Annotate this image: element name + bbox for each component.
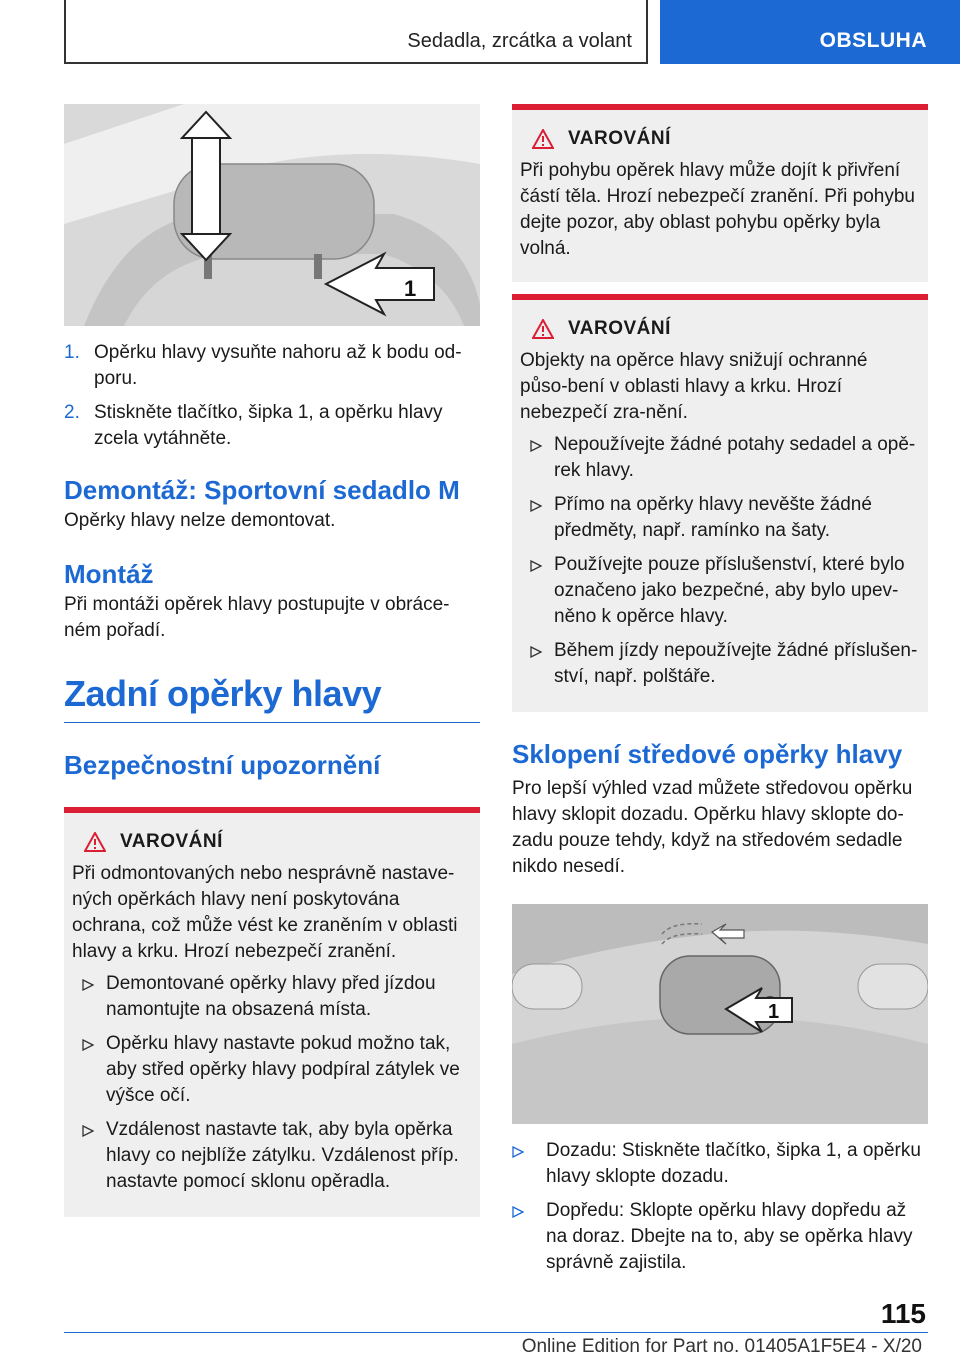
paragraph-demontaz: Opěrky hlavy nelze demontovat. bbox=[64, 510, 336, 531]
headrest-raise-drawing bbox=[64, 104, 480, 326]
heading-montaz: Montáž bbox=[64, 559, 154, 589]
headrest-raise-illustration bbox=[64, 104, 480, 326]
heading-demontaz: Demontáž: Sportovní sedadlo M bbox=[64, 475, 460, 505]
list-item: Nepoužívejte žádné potahy sedadel a opě-rek hlavy. bbox=[520, 432, 920, 484]
footer-edition: Online Edition for Part no. 01405A1F5E4 - X/20 bbox=[521, 1336, 922, 1357]
list-item: Dopředu: Sklopte opěrku hlavy dopředu až na doraz. Dbejte na to, aby se opěrka hlavy správně zajistila. bbox=[512, 1198, 928, 1276]
header-section-title: Sedadla, zrcátka a volant bbox=[407, 30, 632, 52]
list-item: Přímo na opěrky hlavy nevěšte žádné předměty, např. ramínko na šaty. bbox=[520, 492, 920, 544]
warning-title: VAROVÁNÍ bbox=[72, 829, 472, 855]
list-item: Vzdálenost nastavte tak, aby byla opěrka hlavy co nejblíže zátylku. Vzdálenost příp. nastavte pomocí sklonu opěradla. bbox=[72, 1117, 472, 1195]
warning-text: Při pohybu opěrek hlavy může dojít k přivření částí těla. Hrozí nebezpečí zranění. Při pohybu dejte pozor, aby oblast pohybu opěrky byla volná. bbox=[520, 160, 915, 259]
header-section-box bbox=[64, 0, 648, 64]
heading-bezpecnostni: Bezpečnostní upozornění bbox=[64, 750, 381, 780]
headrest-fold-illustration bbox=[512, 904, 928, 1124]
warning-box-left bbox=[64, 807, 480, 1217]
triangle-bullet-icon bbox=[82, 1125, 94, 1137]
header-chapter-title: OBSLUHA bbox=[819, 29, 927, 52]
warning-text: Objekty na opěrce hlavy snižují ochranné půso-bení v oblasti hlavy a krku. Hrozí nebezpečí zra-nění. bbox=[520, 350, 868, 423]
paragraph-sklopeni: Pro lepší výhled vzad můžete středovou opěrku hlavy sklopit dozadu. Opěrku hlavy sklopte do-zadu pouze tehdy, když na středovém sedadle nikdo nesedí. bbox=[512, 778, 913, 877]
list-item: Dozadu: Stiskněte tlačítko, šipka 1, a opěrku hlavy sklopte dozadu. bbox=[512, 1138, 928, 1190]
figure-label-1: 1 bbox=[404, 276, 417, 301]
triangle-bullet-icon bbox=[82, 979, 94, 991]
warning-bullets bbox=[520, 432, 920, 690]
list-item: Opěrku hlavy nastavte pokud možno tak, aby střed opěrky hlavy podpíral zátylek ve výšce očí. bbox=[72, 1031, 472, 1109]
warning-title: VAROVÁNÍ bbox=[520, 126, 920, 152]
triangle-bullet-icon bbox=[530, 440, 542, 452]
triangle-bullet-icon bbox=[512, 1146, 524, 1158]
page-number: 115 bbox=[880, 1298, 926, 1329]
triangle-bullet-icon bbox=[530, 500, 542, 512]
removal-steps bbox=[64, 340, 480, 452]
warning-bullets bbox=[72, 971, 472, 1195]
warning-box-right-1 bbox=[512, 104, 928, 282]
list-item: 1. Opěrku hlavy vysuňte nahoru až k bodu od-poru. bbox=[64, 342, 462, 389]
footer-divider bbox=[64, 1332, 928, 1333]
headrest-fold-drawing bbox=[512, 904, 928, 1124]
header-chapter-box bbox=[660, 0, 960, 64]
paragraph-montaz: Při montáži opěrek hlavy postupujte v obráce-ném pořadí. bbox=[64, 594, 450, 641]
triangle-bullet-icon bbox=[530, 646, 542, 658]
section-title-wrapper bbox=[64, 672, 480, 723]
list-item: Během jízdy nepoužívejte žádné příslušen-ství, např. polštáře. bbox=[520, 638, 920, 690]
warning-triangle-icon bbox=[532, 319, 554, 339]
warning-triangle-icon bbox=[532, 129, 554, 149]
figure-label-1: 1 bbox=[768, 1001, 780, 1023]
list-item: 2. Stiskněte tlačítko, šipka 1, a opěrku hlavy zcela vytáhněte. bbox=[64, 402, 443, 449]
warning-box-right-2 bbox=[512, 294, 928, 712]
warning-triangle-icon bbox=[84, 832, 106, 852]
right-column bbox=[512, 104, 928, 1284]
triangle-bullet-icon bbox=[530, 560, 542, 572]
fold-instructions bbox=[512, 1138, 928, 1276]
heading-sklopeni: Sklopení středové opěrky hlavy bbox=[512, 739, 903, 769]
left-column bbox=[64, 104, 480, 1217]
list-item: Demontované opěrky hlavy před jízdou namontujte na obsazená místa. bbox=[72, 971, 472, 1023]
warning-text: Při odmontovaných nebo nesprávně nastave-ných opěrkách hlavy není poskytována ochrana, což může vést ke zraněním v oblasti hlavy a krku. Hrozí nebezpečí zranění. bbox=[72, 863, 458, 962]
triangle-bullet-icon bbox=[82, 1039, 94, 1051]
warning-title: VAROVÁNÍ bbox=[520, 316, 920, 342]
triangle-bullet-icon bbox=[512, 1206, 524, 1218]
section-title: Zadní opěrky hlavy bbox=[64, 673, 382, 714]
list-item: Používejte pouze příslušenství, které bylo označeno jako bezpečné, aby bylo upev-něno k opěrce hlavy. bbox=[520, 552, 920, 630]
